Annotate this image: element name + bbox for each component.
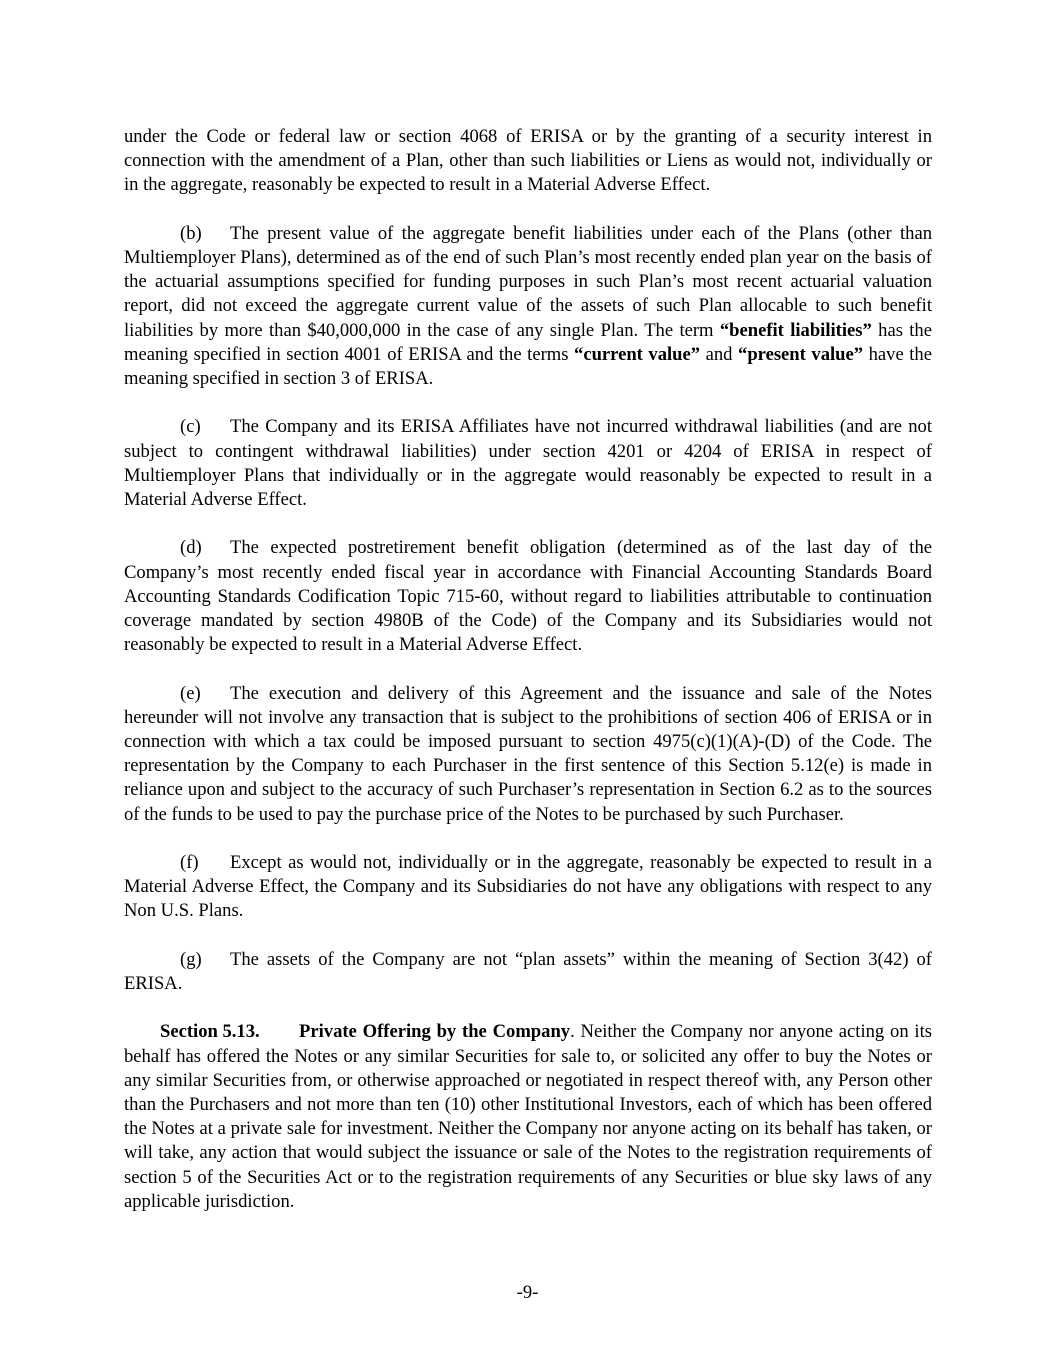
paragraph-e-label: (e) (180, 682, 201, 704)
paragraph-g-text: The assets of the Company are not “plan assets” within the meaning of Section 3(42) of ERISA. (124, 948, 932, 995)
paragraph-g-label: (g) (180, 948, 202, 970)
paragraph-b-text-3: and (700, 343, 739, 365)
paragraph-g (124, 948, 932, 996)
document-body (124, 125, 932, 1238)
paragraph-e-text: The execution and delivery of this Agreement and the issuance and sale of the Notes hereunder will not involve any transaction that is subject to the prohibitions of section 406 of ERISA or in connection with which a tax could be imposed pursuant to section 4975(c)(1)(A)-(D) of the Code. The representation by the Company to each Purchaser in the first sentence of this Section 5.12(e) is made in reliance upon and subject to the accuracy of such Purchaser’s representation in Section 6.2 as to the sources of the funds to be used to pay the purchase price of the Notes to be purchased by such Purchaser. (124, 682, 932, 825)
paragraph-b-text-1: The present value of the aggregate benefit liabilities under each of the Plans (other than Multiemployer Plans), determined as of the end of such Plan’s most recently ended plan year on the basis of the actuarial assumptions specified for funding purposes in such Plan’s most recent actuarial valuation report, did not exceed the aggregate current value of the assets of such Plan allocable to such benefit liabilities by more than $40,000,000 in the case of any single Plan. The term (124, 222, 932, 341)
paragraph-d-text: The expected postretirement benefit obligation (determined as of the last day of the Company’s most recently ended fiscal year in accordance with Financial Accounting Standards Board Accounting Standards Codification Topic 715-60, without regard to liabilities attributable to continuation coverage mandated by section 4980B of the Code) of the Company and its Subsidiaries would not reasonably be expected to result in a Material Adverse Effect. (124, 537, 932, 656)
opening-paragraph: under the Code or federal law or section 4068 of ERISA or by the granting of a security interest in connection with the amendment of a Plan, other than such liabilities or Liens as would not, individually or in the aggregate, reasonably be expected to result in a Material Adverse Effect. (124, 126, 932, 196)
section-5-13 (124, 1020, 932, 1214)
paragraph-b (124, 222, 932, 391)
paragraph-c (124, 415, 932, 512)
paragraph-e (124, 682, 932, 827)
term-present-value: “present value” (738, 343, 864, 365)
section-5-13-number: Section 5.13. (160, 1021, 260, 1043)
paragraph-f-label: (f) (180, 852, 199, 874)
section-5-13-text: . Neither the Company nor anyone acting on its behalf has offered the Notes or any similar Securities for sale to, or solicited any offer to buy the Notes or any similar Securities from, or otherwise approached or negotiated in respect thereof with, any Person other than the Purchasers and not more than ten (10) other Institutional Investors, each of which has been offered the Notes at a private sale for investment. Neither the Company nor anyone acting on its behalf has taken, or will take, any action that would subject the issuance or sale of the Notes to the registration requirements of section 5 of the Securities Act or to the registration requirements of any Securities or blue sky laws of any applicable jurisdiction. (124, 1021, 932, 1212)
paragraph-d-label: (d) (180, 537, 202, 559)
paragraph-c-label: (c) (180, 416, 201, 438)
paragraph-f (124, 851, 932, 924)
page-number: -9- (516, 1282, 539, 1303)
paragraph-b-text-4: have the meaning specified in section 3 of ERISA. (124, 343, 932, 390)
section-5-13-heading: Private Offering by the Company (299, 1021, 571, 1043)
paragraph-c-text: The Company and its ERISA Affiliates have not incurred withdrawal liabilities (and are not subject to contingent withdrawal liabilities) under section 4201 or 4204 of ERISA in respect of Multiemployer Plans that individually or in the aggregate would reasonably be expected to result in a Material Adverse Effect. (124, 416, 932, 511)
paragraph-b-text-2: has the meaning specified in section 4001 of ERISA and the terms (124, 319, 932, 365)
paragraph-d (124, 536, 932, 657)
paragraph-b-label: (b) (180, 222, 202, 244)
term-benefit-liabilities: “benefit liabilities” (719, 319, 872, 341)
paragraph-f-text: Except as would not, individually or in the aggregate, reasonably be expected to result in a Material Adverse Effect, the Company and its Subsidiaries do not have any obligations with respect to any Non U.S. Plans. (124, 852, 932, 922)
term-current-value: “current value” (574, 343, 701, 365)
